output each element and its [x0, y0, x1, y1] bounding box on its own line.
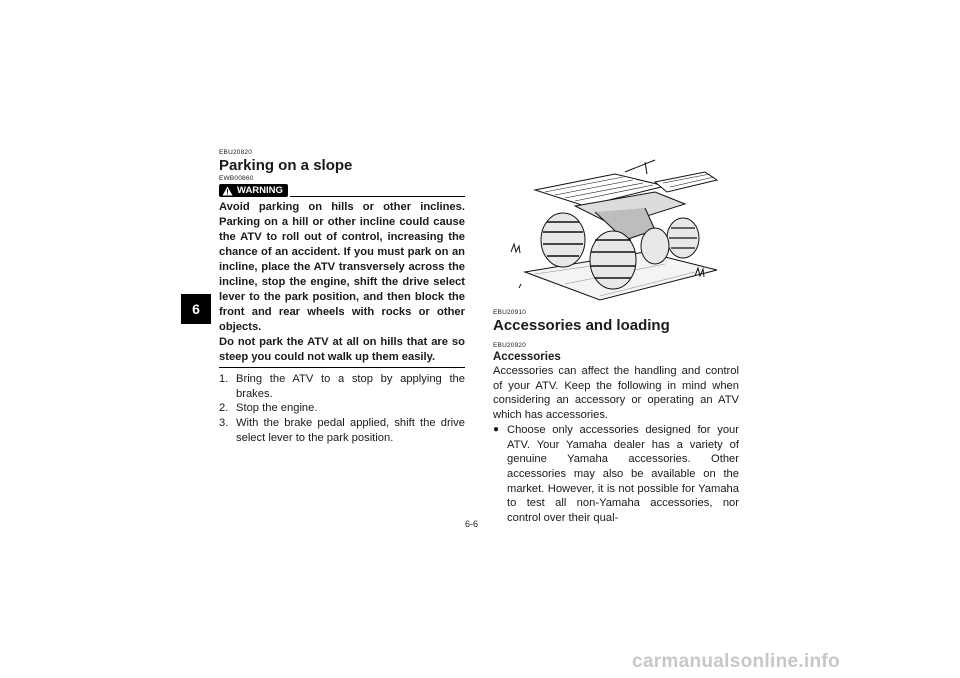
bullet-text: Choose only accessories designed for your ATV. Your Yamaha dealer has a variety of genuine Yamaha accessories. Other accessories may also be available on the market. However, it is not possible for Yamaha to test all non-Yamaha accessories, nor control over their qual- — [507, 423, 739, 525]
subsection-code: EBU20920 — [493, 342, 527, 349]
step-item — [219, 401, 465, 416]
warning-paragraph: Do not park the ATV at all on hills that are so steep you could not walk up them easily. — [219, 336, 465, 363]
step-text: Bring the ATV to a stop by applying the brakes. — [236, 373, 465, 400]
step-number: 1. — [219, 373, 229, 385]
warning-triangle-icon — [222, 186, 233, 196]
warning-end-rule — [219, 367, 465, 368]
parking-steps — [219, 372, 465, 446]
warning-badge — [219, 184, 288, 197]
step-item — [219, 416, 465, 445]
section-title: Accessories and loading — [493, 317, 670, 334]
warning-label: WARNING — [237, 185, 283, 196]
step-number: 2. — [219, 402, 229, 415]
step-item — [219, 372, 465, 401]
warning-text — [219, 200, 465, 365]
warning-rule — [290, 196, 465, 197]
intro-paragraph: Accessories can affect the handling and control of your ATV. Keep the following in mind when considering an accessory or operating an ATV which has accessories. — [493, 365, 739, 422]
step-text: Stop the engine. — [236, 402, 318, 415]
subsection-title: Accessories — [493, 351, 561, 363]
bullet-item — [493, 423, 739, 526]
step-number: 3. — [219, 417, 229, 430]
section-title: Parking on a slope — [219, 157, 353, 174]
chapter-tab: 6 — [181, 294, 211, 324]
page-number: 6-6 — [465, 519, 479, 529]
section-code: EBU20820 — [219, 149, 253, 156]
atv-parked-illustration — [505, 152, 720, 302]
watermark: carmanualsonline.info — [632, 651, 840, 672]
step-text: With the brake pedal applied, shift the drive select lever to the park position. — [236, 417, 465, 444]
warning-paragraph: Avoid parking on hills or other inclines. Parking on a hill or other incline could cause the ATV to roll out of control, increasing the chance of an accident. If you must park on an incline, place the ATV transversely across the incline, stop the engine, shift the drive select lever to the park position, and then block the front and rear wheels with rocks or other objects. — [219, 201, 465, 333]
warning-code: EWB00860 — [219, 175, 254, 182]
bullet-icon: ● — [493, 423, 500, 435]
section-code: EBU20910 — [493, 309, 527, 316]
accessories-section — [493, 309, 739, 526]
warning-header — [219, 184, 465, 197]
parking-section — [219, 149, 465, 446]
